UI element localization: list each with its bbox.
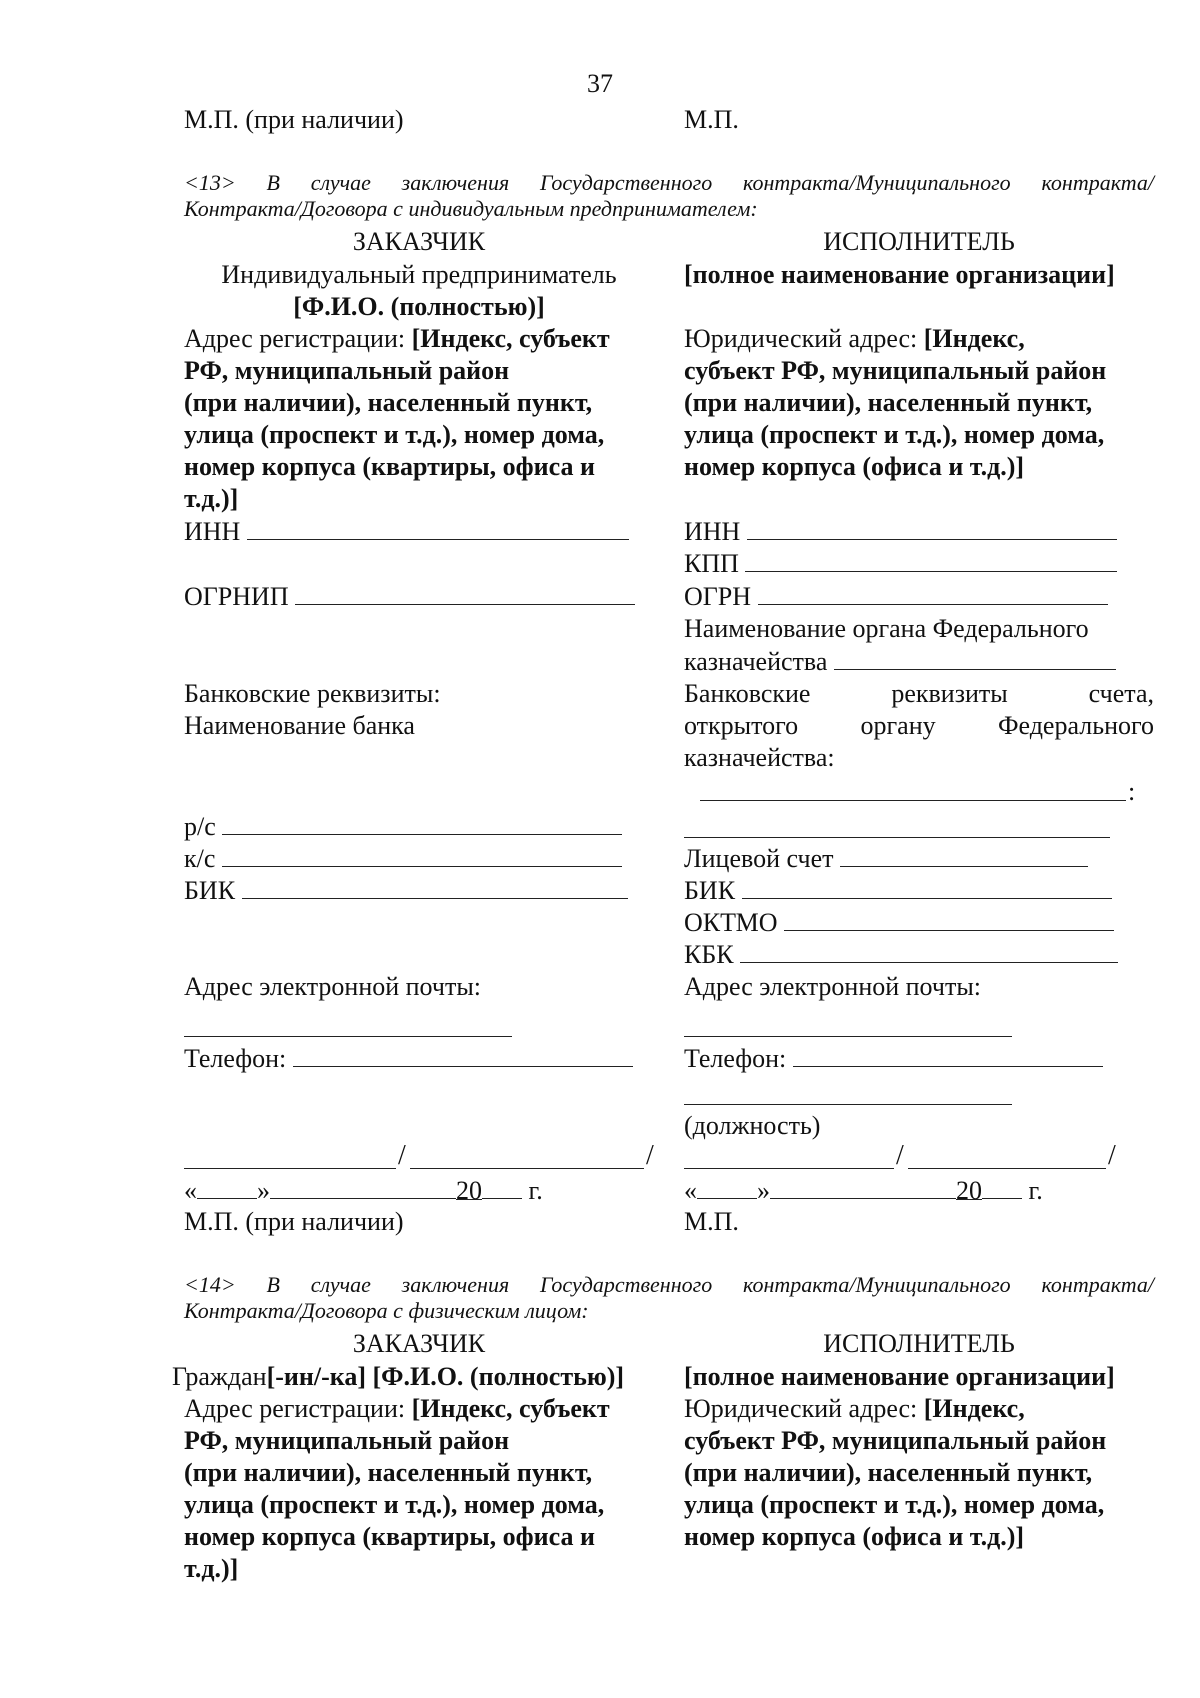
customer-stamp-13: М.П. (при наличии) [184,1207,404,1236]
contractor-date-close-quote: » [757,1176,770,1205]
contractor-kbk-blank [740,938,1118,963]
contractor-name-14-wrap [684,1361,1115,1393]
contractor-signature-slash: / [896,1140,904,1171]
customer-address-14-b6: т.д.)] [184,1554,239,1583]
customer-address-13 [184,323,654,515]
contractor-phone-label: Телефон: [684,1044,787,1073]
customer-date-close-quote: » [257,1176,270,1205]
contractor-personal-account-blank [840,842,1088,867]
customer-email-label: Адрес электронной почты: [184,972,482,1001]
customer-rs-blank [222,810,622,835]
contractor-kpp-label: КПП [684,549,739,578]
customer-phone-field [184,1042,633,1075]
contractor-email-blank [684,1036,1012,1037]
customer-name-13-line1: Индивидуальный предприниматель [221,260,617,289]
customer-date-open-quote: « [184,1176,197,1205]
customer-header-13: ЗАКАЗЧИК [352,227,486,256]
top-stamp-right: М.П. [684,105,739,134]
contractor-email-label: Адрес электронной почты: [684,972,982,1001]
treasury-bank-line3: казначейства: [684,743,835,772]
contractor-signature-name-blank [908,1168,1106,1169]
top-stamp-left: М.П. (при наличии) [184,105,404,134]
contractor-kpp-field [684,547,1117,580]
contractor-name-13-wrap [684,259,1115,291]
customer-signature-end-slash: / [646,1140,654,1171]
customer-address-13-b3: (при наличии), населенный пункт, [184,388,593,417]
contractor-header-13: ИСПОЛНИТЕЛЬ [823,227,1015,256]
contractor-oktmo-blank [784,906,1114,931]
customer-phone-label: Телефон: [184,1044,287,1073]
customer-signature-slash: / [398,1140,406,1171]
customer-date-month-blank [270,1174,456,1199]
treasury-bank-line1: Банковские реквизиты счета, [684,679,1154,708]
contractor-personal-account-field [684,842,1088,875]
customer-address-14-b3: (при наличии), населенный пункт, [184,1458,593,1487]
contractor-address-13 [684,323,1154,483]
footnote-14-line1: <14> В случае заключения Государственного контракта/Муниципального контракта/ [184,1272,1154,1297]
contractor-date-field [684,1174,1043,1207]
contractor-address-13-b3: (при наличии), населенный пункт, [684,388,1093,417]
customer-rs-label: р/с [184,812,216,841]
contractor-oktmo-field [684,906,1114,939]
contractor-signature-end-slash: / [1108,1140,1116,1171]
customer-date-year-blank [482,1174,522,1199]
contractor-inn-blank [747,515,1117,540]
contractor-header-14: ИСПОЛНИТЕЛЬ [823,1329,1015,1358]
contractor-personal-account-label: Лицевой счет [684,844,834,873]
customer-address-14-label: Адрес регистрации: [184,1394,412,1423]
customer-ks-blank [222,842,622,867]
contractor-address-14-b4: улица (проспект и т.д.), номер дома, [684,1490,1105,1519]
customer-address-13-b2: РФ, муниципальный район [184,356,510,385]
contractor-inn-field [684,515,1117,548]
customer-bik-label: БИК [184,876,236,905]
customer-signature-blank [184,1168,396,1169]
contractor-signature-blank [684,1168,894,1169]
treasury-line2: казначейства [684,647,828,676]
contractor-ogrn-field [684,580,1108,613]
contractor-address-14-b2: субъект РФ, муниципальный район [684,1426,1107,1455]
customer-phone-blank [293,1042,633,1067]
contractor-bik-blank [742,874,1112,899]
customer-date-day-blank [197,1174,257,1199]
contractor-name-13: [полное наименование организации] [684,260,1115,289]
footnote-13 [184,170,1154,222]
contractor-date-year-prefix: 20 [956,1176,982,1205]
customer-inn-field [184,515,629,548]
contractor-address-14-b5: номер корпуса (офиса и т.д.)] [684,1522,1025,1551]
contractor-address-13-b5: номер корпуса (офиса и т.д.)] [684,452,1025,481]
contractor-ogrn-blank [758,580,1108,605]
footnote-13-line1: <13> В случае заключения Государственного контракта/Муниципального контракта/ [184,170,1154,195]
customer-bik-field [184,874,628,907]
contractor-kpp-blank [745,547,1117,572]
contractor-date-day-blank [697,1174,757,1199]
treasury-line1: Наименование органа Федерального [684,614,1089,643]
treasury-bank-line2: открытого органу Федерального [684,711,1154,740]
contractor-address-13-b1: [Индекс, [923,324,1025,353]
customer-header-14: ЗАКАЗЧИК [352,1329,486,1358]
customer-name-13-line2-wrap [184,291,654,323]
contractor-name-14: [полное наименование организации] [684,1362,1115,1391]
customer-address-13-b6: т.д.)] [184,484,239,513]
treasury-account-blank [700,800,1126,801]
contractor-position-blank [684,1104,1012,1105]
customer-bik-blank [242,874,628,899]
customer-address-13-b1: [Индекс, субъект [411,324,610,353]
customer-bank-details-label: Банковские реквизиты: [184,679,441,708]
customer-inn-label: ИНН [184,517,241,546]
treasury-extra-blank [684,837,1110,838]
contractor-address-14-b1: [Индекс, [923,1394,1025,1423]
customer-name-14 [172,1361,624,1393]
customer-ks-label: к/с [184,844,216,873]
contractor-address-14 [684,1393,1154,1553]
contractor-date-year-blank [982,1174,1022,1199]
contractor-inn-label: ИНН [684,517,741,546]
customer-name-14-plain: Граждан [172,1362,267,1391]
treasury-account-colon: : [1128,777,1136,806]
customer-name-14-bold: [-ин/-ка] [Ф.И.О. (полностью)] [266,1362,625,1391]
contractor-address-14-label: Юридический адрес: [684,1394,924,1423]
contractor-oktmo-label: ОКТМО [684,908,778,937]
contractor-phone-field [684,1042,1103,1075]
contractor-kbk-label: КБК [684,940,734,969]
page-number: 37 [587,69,613,98]
customer-address-13-b5: номер корпуса (квартиры, офиса и [184,452,595,481]
footnote-14-line2: Контракта/Договора с физическим лицом: [184,1298,589,1323]
footnote-14 [184,1272,1154,1324]
contractor-bik-field [684,874,1112,907]
contractor-address-14-b3: (при наличии), населенный пункт, [684,1458,1093,1487]
treasury-bank-details [684,678,1154,774]
contractor-stamp-13: М.П. [684,1207,739,1236]
contractor-kbk-field [684,938,1118,971]
customer-ogrnip-field [184,580,635,613]
customer-email-blank [184,1036,512,1037]
contractor-bik-label: БИК [684,876,736,905]
customer-bank-name-label: Наименование банка [184,711,415,740]
contractor-position-label: (должность) [684,1111,821,1140]
customer-address-13-b4: улица (проспект и т.д.), номер дома, [184,420,605,449]
customer-ogrnip-label: ОГРНИП [184,582,289,611]
contractor-date-open-quote: « [684,1176,697,1205]
customer-address-14-b4: улица (проспект и т.д.), номер дома, [184,1490,605,1519]
customer-ogrnip-blank [295,580,635,605]
contractor-date-month-blank [770,1174,956,1199]
treasury-name-field [684,645,1116,678]
customer-address-13-label: Адрес регистрации: [184,324,412,353]
customer-date-field [184,1174,543,1207]
contractor-address-13-b4: улица (проспект и т.д.), номер дома, [684,420,1105,449]
treasury-name-blank [834,645,1116,670]
customer-name-13-line2: [Ф.И.О. (полностью)] [293,292,545,321]
contractor-date-year-suffix: г. [1028,1176,1043,1205]
contractor-address-13-b2: субъект РФ, муниципальный район [684,356,1107,385]
customer-rs-field [184,810,622,843]
customer-address-14 [184,1393,654,1585]
contractor-phone-blank [793,1042,1103,1067]
customer-signature-name-blank [410,1168,644,1169]
contractor-address-13-label: Юридический адрес: [684,324,924,353]
customer-inn-blank [247,515,629,540]
contractor-ogrn-label: ОГРН [684,582,752,611]
customer-address-14-b2: РФ, муниципальный район [184,1426,510,1455]
customer-ks-field [184,842,622,875]
customer-address-14-b5: номер корпуса (квартиры, офиса и [184,1522,595,1551]
customer-date-year-suffix: г. [528,1176,543,1205]
customer-date-year-prefix: 20 [456,1176,482,1205]
customer-address-14-b1: [Индекс, субъект [411,1394,610,1423]
footnote-13-line2: Контракта/Договора с индивидуальным предпринимателем: [184,196,758,221]
